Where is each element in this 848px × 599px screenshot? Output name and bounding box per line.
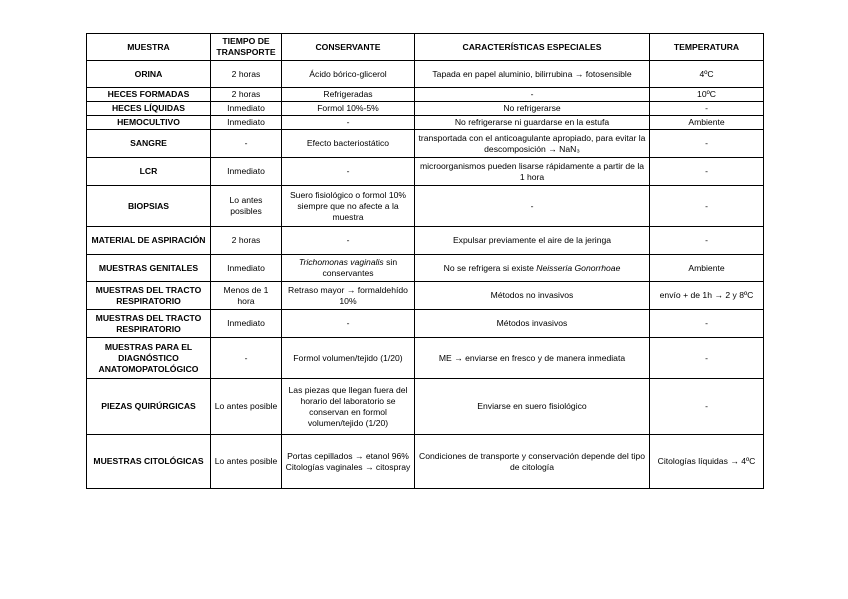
cell-transport: Inmediato bbox=[211, 310, 282, 338]
cell-preservative bbox=[282, 255, 415, 282]
cell-transport: 2 horas bbox=[211, 88, 282, 102]
cell-features bbox=[415, 255, 650, 282]
table-row bbox=[87, 227, 764, 255]
cell-temperature: 4ºC bbox=[650, 61, 764, 88]
cell-transport: Lo antes posibles bbox=[211, 186, 282, 227]
header-transport-time: TIEMPO DE TRANSPORTE bbox=[211, 34, 282, 61]
cell-sample: BIOPSIAS bbox=[87, 186, 211, 227]
table-row bbox=[87, 255, 764, 282]
cell-sample: MUESTRAS CITOLÓGICAS bbox=[87, 435, 211, 489]
cell-preservative: Retraso mayor → formaldehído 10% bbox=[282, 282, 415, 310]
cell-sample: HECES FORMADAS bbox=[87, 88, 211, 102]
cell-transport: 2 horas bbox=[211, 227, 282, 255]
cell-features: - bbox=[415, 88, 650, 102]
cell-transport: Inmediato bbox=[211, 102, 282, 116]
cell-sample: MATERIAL DE ASPIRACIÓN bbox=[87, 227, 211, 255]
cell-preservative: - bbox=[282, 310, 415, 338]
header-special-features: CARACTERÍSTICAS ESPECIALES bbox=[415, 34, 650, 61]
table-row bbox=[87, 61, 764, 88]
table-row bbox=[87, 102, 764, 116]
header-temperature: TEMPERATURA bbox=[650, 34, 764, 61]
preservative-line: Portas cepillados → etanol 96% bbox=[287, 450, 409, 461]
cell-transport: Inmediato bbox=[211, 116, 282, 130]
cell-preservative: Ácido bórico-glicerol bbox=[282, 61, 415, 88]
cell-sample: LCR bbox=[87, 158, 211, 186]
table-row bbox=[87, 158, 764, 186]
cell-temperature: 10ºC bbox=[650, 88, 764, 102]
cell-features: ME → enviarse en fresco y de manera inmediata bbox=[415, 338, 650, 379]
cell-sample: HECES LÍQUIDAS bbox=[87, 102, 211, 116]
cell-features: No refrigerarse ni guardarse en la estufa bbox=[415, 116, 650, 130]
table-row bbox=[87, 88, 764, 102]
cell-features: transportada con el anticoagulante apropiado, para evitar la descomposición → NaN₃ bbox=[415, 130, 650, 158]
cell-preservative bbox=[282, 435, 415, 489]
cell-transport: Menos de 1 hora bbox=[211, 282, 282, 310]
table-row bbox=[87, 379, 764, 435]
header-preservative: CONSERVANTE bbox=[282, 34, 415, 61]
cell-temperature: - bbox=[650, 158, 764, 186]
cell-features: Expulsar previamente el aire de la jeringa bbox=[415, 227, 650, 255]
cell-temperature: - bbox=[650, 310, 764, 338]
cell-transport: Lo antes posible bbox=[211, 435, 282, 489]
cell-features: Métodos no invasivos bbox=[415, 282, 650, 310]
cell-features: - bbox=[415, 186, 650, 227]
cell-preservative: - bbox=[282, 158, 415, 186]
cell-temperature: Ambiente bbox=[650, 255, 764, 282]
cell-sample: HEMOCULTIVO bbox=[87, 116, 211, 130]
cell-features: Enviarse en suero fisiológico bbox=[415, 379, 650, 435]
cell-preservative: - bbox=[282, 227, 415, 255]
cell-sample: MUESTRAS GENITALES bbox=[87, 255, 211, 282]
cell-features: microorganismos pueden lisarse rápidamente a partir de la 1 hora bbox=[415, 158, 650, 186]
cell-temperature: - bbox=[650, 130, 764, 158]
cell-sample: MUESTRAS DEL TRACTO RESPIRATORIO bbox=[87, 310, 211, 338]
species-name: Trichomonas vaginalis bbox=[298, 257, 384, 267]
cell-sample: MUESTRAS PARA EL DIAGNÓSTICO ANATOMOPATOLÓGICO bbox=[87, 338, 211, 379]
preservative-line: Citologías vaginales → citospray bbox=[285, 461, 411, 472]
cell-features: Condiciones de transporte y conservación depende del tipo de citología bbox=[415, 435, 650, 489]
cell-features: Métodos invasivos bbox=[415, 310, 650, 338]
table-row bbox=[87, 338, 764, 379]
cell-preservative: Refrigeradas bbox=[282, 88, 415, 102]
cell-preservative: Suero fisiológico o formol 10% siempre que no afecte a la muestra bbox=[282, 186, 415, 227]
cell-sample: PIEZAS QUIRÚRGICAS bbox=[87, 379, 211, 435]
table-row bbox=[87, 310, 764, 338]
cell-temperature: Citologías líquidas → 4ºC bbox=[650, 435, 764, 489]
table-row bbox=[87, 186, 764, 227]
cell-transport: - bbox=[211, 130, 282, 158]
cell-temperature: - bbox=[650, 379, 764, 435]
cell-transport: 2 horas bbox=[211, 61, 282, 88]
cell-features: No refrigerarse bbox=[415, 102, 650, 116]
table-header-row bbox=[87, 34, 764, 61]
cell-temperature: envío + de 1h → 2 y 8ºC bbox=[650, 282, 764, 310]
cell-preservative: Formol volumen/tejido (1/20) bbox=[282, 338, 415, 379]
species-name: Neisseria Gonorrhoae bbox=[536, 262, 621, 273]
cell-transport: Inmediato bbox=[211, 255, 282, 282]
specimen-transport-table bbox=[86, 33, 764, 489]
header-sample: MUESTRA bbox=[87, 34, 211, 61]
cell-temperature: - bbox=[650, 227, 764, 255]
table-row bbox=[87, 116, 764, 130]
table-row bbox=[87, 130, 764, 158]
cell-temperature: - bbox=[650, 338, 764, 379]
cell-transport: - bbox=[211, 338, 282, 379]
preservative-text: sin conservantes bbox=[322, 257, 398, 278]
cell-sample: MUESTRAS DEL TRACTO RESPIRATORIO bbox=[87, 282, 211, 310]
cell-transport: Lo antes posible bbox=[211, 379, 282, 435]
features-text: No se refrigera si existe bbox=[443, 262, 537, 273]
cell-sample: SANGRE bbox=[87, 130, 211, 158]
table-row bbox=[87, 435, 764, 489]
cell-features: Tapada en papel aluminio, bilirrubina → fotosensible bbox=[415, 61, 650, 88]
cell-preservative: Las piezas que llegan fuera del horario del laboratorio se conservan en formol volumen/tejido (1/20) bbox=[282, 379, 415, 435]
table-row bbox=[87, 282, 764, 310]
cell-sample: ORINA bbox=[87, 61, 211, 88]
cell-preservative: - bbox=[282, 116, 415, 130]
cell-temperature: - bbox=[650, 186, 764, 227]
cell-preservative: Formol 10%-5% bbox=[282, 102, 415, 116]
cell-transport: Inmediato bbox=[211, 158, 282, 186]
cell-preservative: Efecto bacteriostático bbox=[282, 130, 415, 158]
cell-temperature: - bbox=[650, 102, 764, 116]
cell-temperature: Ambiente bbox=[650, 116, 764, 130]
